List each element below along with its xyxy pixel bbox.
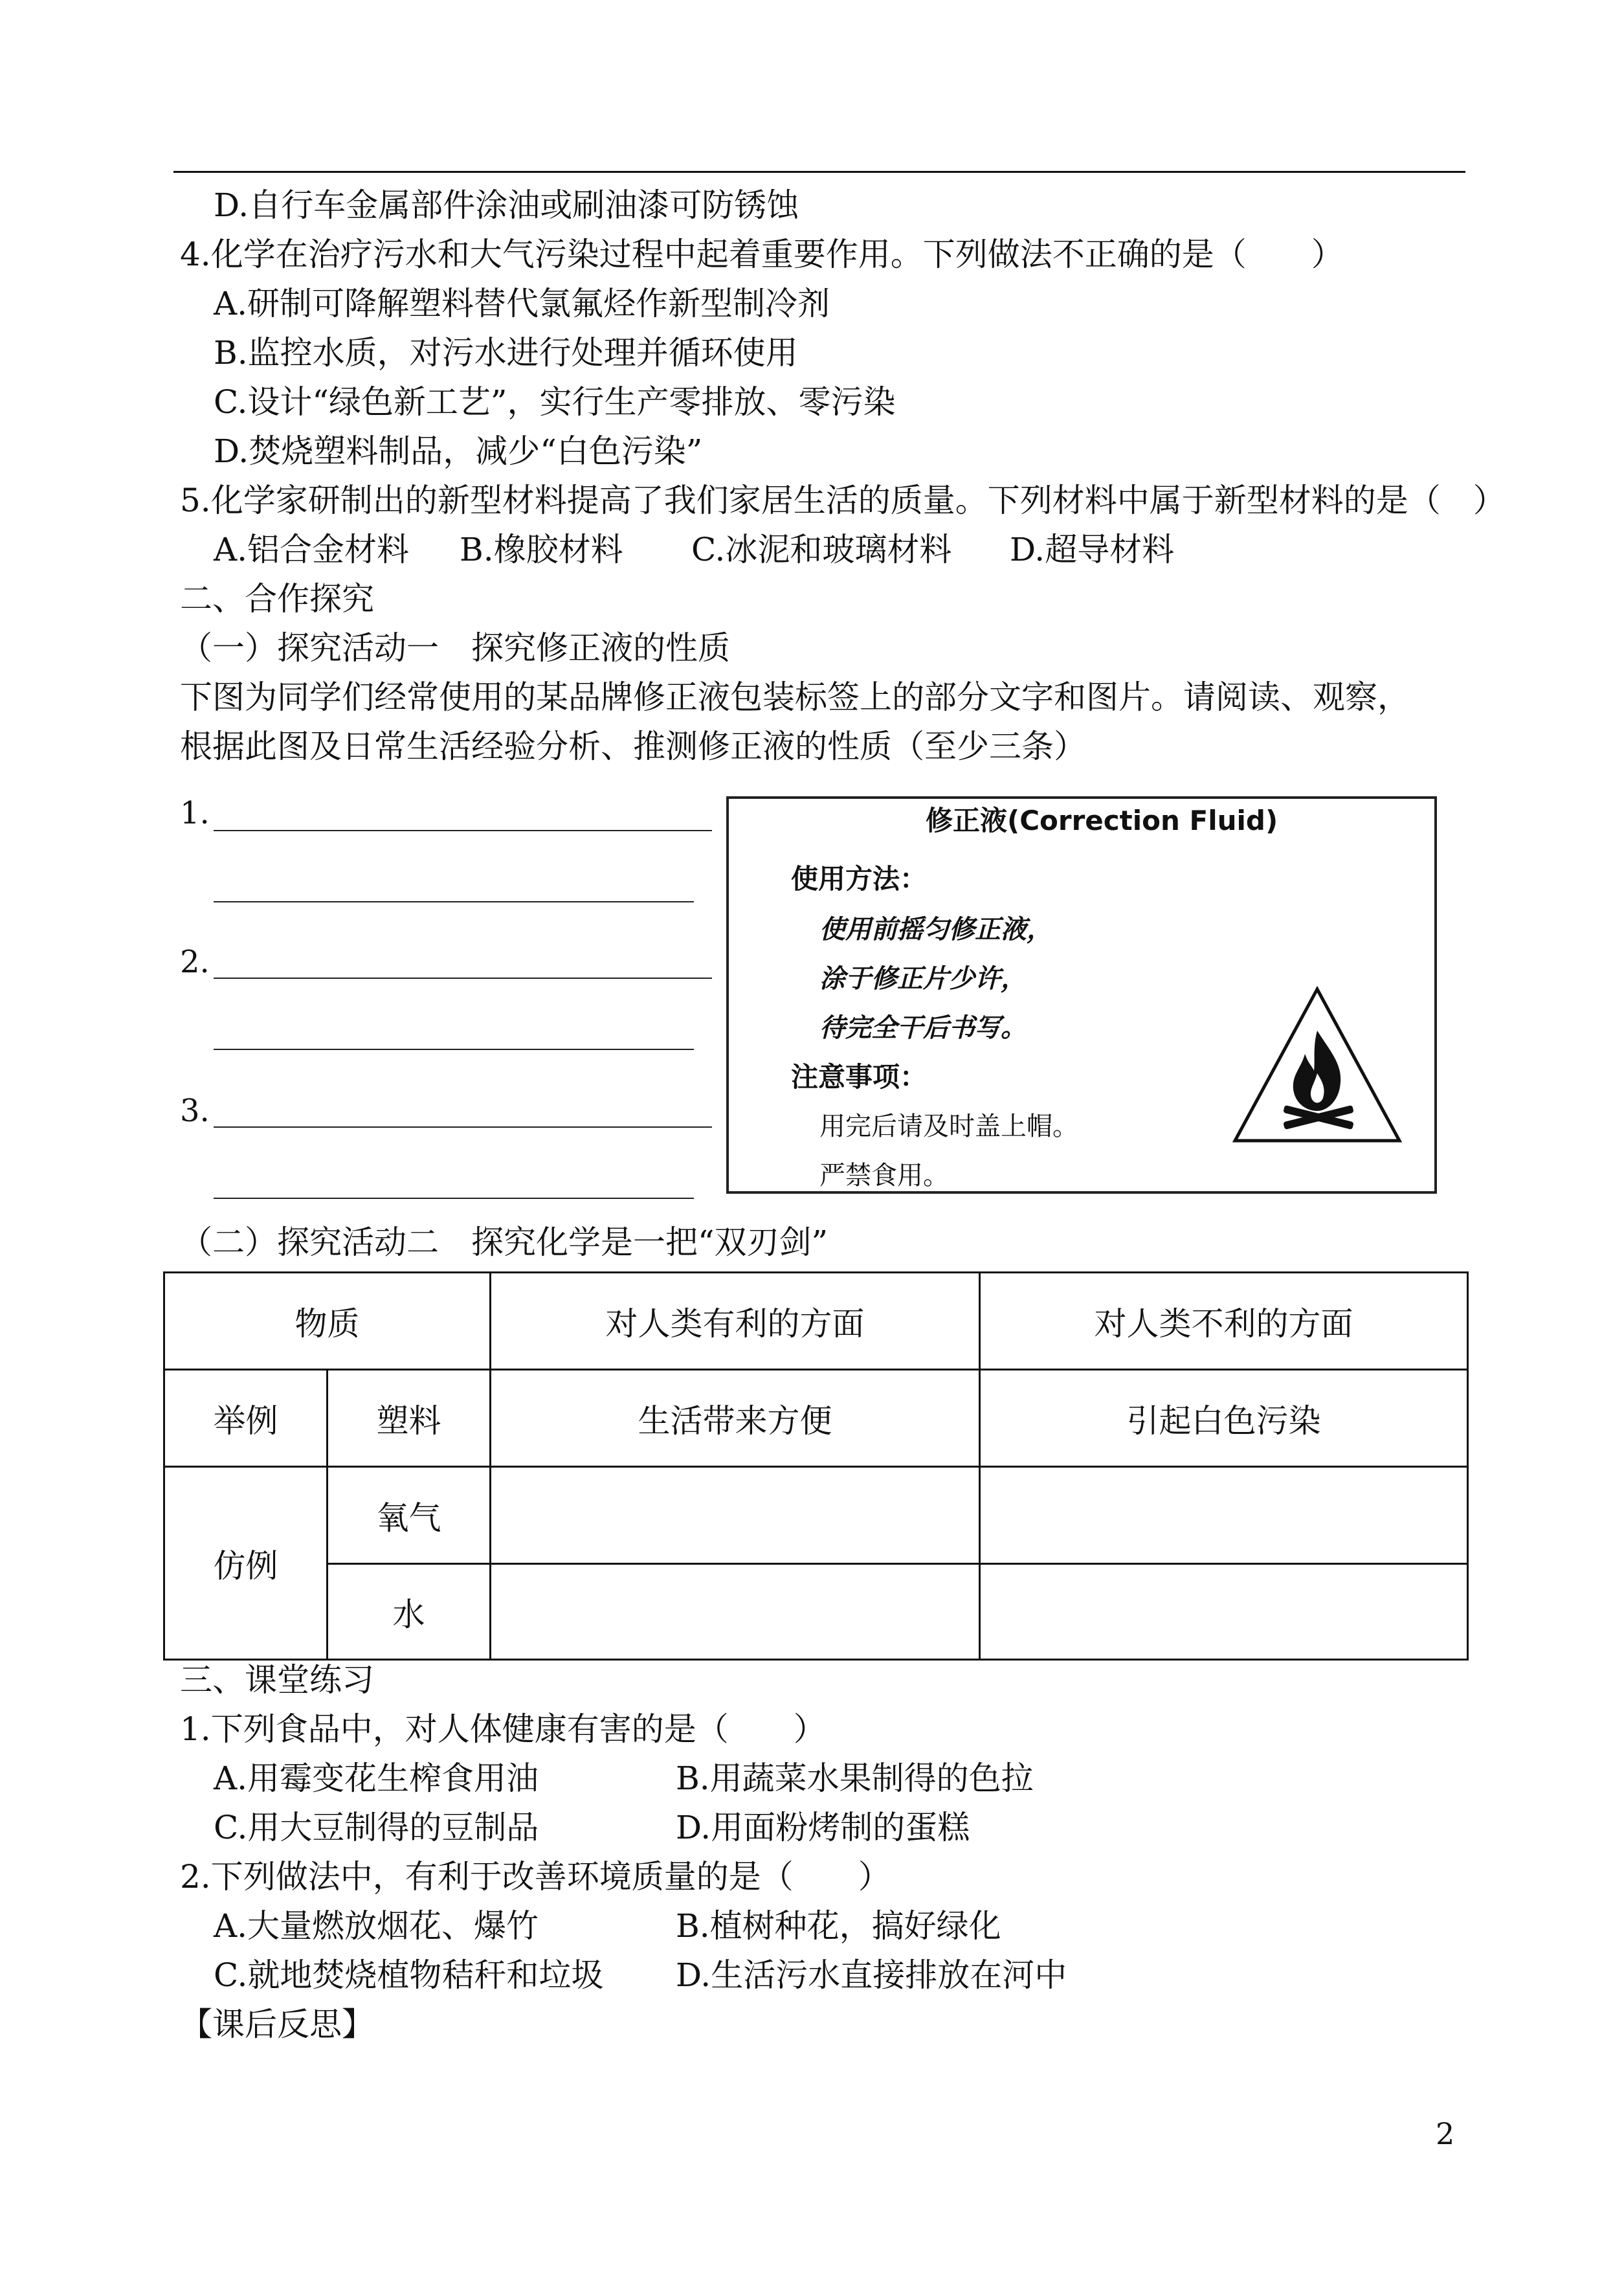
answer-number-3: 3.: [180, 1093, 210, 1129]
oxygen-harmful-cell[interactable]: [980, 1467, 1468, 1564]
practice-q2-option-b: B.植树种花，搞好绿化: [676, 1907, 1001, 1945]
answer-line-1b[interactable]: [214, 901, 694, 902]
label-usage-heading: 使用方法：: [791, 863, 928, 895]
example-substance: 塑料: [328, 1370, 491, 1467]
double-edged-sword-table: [163, 1271, 1469, 1661]
reflection-heading: 【课后反思】: [180, 2006, 374, 2043]
q4-option-a: A.研制可降解塑料替代氯氟烃作新型制冷剂: [214, 285, 830, 322]
practice-q2-option-d: D.生活污水直接排放在河中: [676, 1956, 1067, 1994]
example-beneficial: 生活带来方便: [491, 1370, 980, 1467]
q4-option-c: C.设计“绿色新工艺”，实行生产零排放、零污染: [214, 383, 896, 421]
label-notes-heading: 注意事项：: [791, 1061, 928, 1093]
table-row-water: [164, 1564, 1468, 1660]
answer-number-2: 2.: [180, 944, 210, 980]
label-notes-line-2: 严禁食用。: [819, 1161, 949, 1191]
practice-q1-option-a: A.用霉变花生榨食用油: [214, 1760, 539, 1797]
section3-heading: 三、课堂练习: [180, 1661, 374, 1699]
water-harmful-cell[interactable]: [980, 1564, 1468, 1660]
answer-line-3a[interactable]: [214, 1126, 712, 1128]
header-substance: 物质: [164, 1273, 491, 1370]
q4-stem: 4.化学在治疗污水和大气污染过程中起着重要作用。下列做法不正确的是（ ）: [180, 236, 1344, 273]
example-label: 举例: [164, 1370, 328, 1467]
label-usage-line-3: 待完全干后书写。: [819, 1013, 1027, 1043]
practice-q1-option-d: D.用面粉烤制的蛋糕: [676, 1809, 970, 1846]
answer-line-2b[interactable]: [214, 1049, 694, 1050]
flammable-warning-icon: [1230, 984, 1405, 1146]
practice-q1-option-c: C.用大豆制得的豆制品: [214, 1809, 539, 1846]
header-beneficial: 对人类有利的方面: [491, 1273, 980, 1370]
section2-heading: 二、合作探究: [180, 580, 374, 618]
imitation-label: 仿例: [164, 1467, 328, 1660]
header-rule: [173, 171, 1465, 173]
answer-number-1: 1.: [180, 795, 210, 831]
q4-option-d: D.焚烧塑料制品，减少“白色污染”: [214, 432, 703, 470]
practice-q2-option-c: C.就地焚烧植物秸秆和垃圾: [214, 1956, 604, 1994]
table-row-oxygen: [164, 1467, 1468, 1564]
q5-option-b: B.橡胶材料: [460, 531, 623, 568]
practice-q2-stem: 2.下列做法中，有利于改善环境质量的是（ ）: [180, 1858, 891, 1896]
label-usage-line-2: 涂于修正片少许，: [819, 964, 1027, 994]
header-harmful: 对人类不利的方面: [980, 1273, 1468, 1370]
answer-line-1a[interactable]: [214, 830, 712, 831]
activity1-heading: （一）探究活动一 探究修正液的性质: [180, 629, 730, 667]
answer-line-3b[interactable]: [214, 1198, 694, 1199]
imitation-substance-oxygen: 氧气: [328, 1467, 491, 1564]
table-header-row: [164, 1273, 1468, 1370]
example-harmful: 引起白色污染: [980, 1370, 1468, 1467]
activity1-intro-line1: 下图为同学们经常使用的某品牌修正液包装标签上的部分文字和图片。请阅读、观察，: [180, 678, 1410, 716]
q3-option-d: D.自行车金属部件涂油或刷油漆可防锈蚀: [214, 186, 799, 224]
imitation-substance-water: 水: [328, 1564, 491, 1660]
practice-q1-stem: 1.下列食品中，对人体健康有害的是（ ）: [180, 1710, 826, 1748]
q4-option-b: B.监控水质，对污水进行处理并循环使用: [214, 334, 798, 372]
q5-stem: 5.化学家研制出的新型材料提高了我们家居生活的质量。下列材料中属于新型材料的是（ ）: [180, 482, 1506, 519]
water-beneficial-cell[interactable]: [491, 1564, 980, 1660]
practice-q1-option-b: B.用蔬菜水果制得的色拉: [676, 1760, 1034, 1797]
label-title: 修正液(Correction Fluid): [926, 805, 1278, 836]
q5-option-c: C.冰泥和玻璃材料: [691, 531, 952, 568]
activity2-heading: （二）探究活动二 探究化学是一把“双刃剑”: [180, 1224, 829, 1261]
practice-q2-option-a: A.大量燃放烟花、爆竹: [214, 1907, 539, 1945]
page-number: 2: [1436, 2116, 1455, 2151]
answer-line-2a[interactable]: [214, 978, 712, 979]
q5-option-d: D.超导材料: [1010, 531, 1175, 568]
oxygen-beneficial-cell[interactable]: [491, 1467, 980, 1564]
label-usage-line-1: 使用前摇匀修正液，: [819, 915, 1052, 945]
activity1-intro-line2: 根据此图及日常生活经验分析、推测修正液的性质（至少三条）: [180, 728, 1086, 765]
q5-option-a: A.铝合金材料: [214, 531, 410, 568]
table-row-example: [164, 1370, 1468, 1467]
label-notes-line-1: 用完后请及时盖上帽。: [819, 1112, 1078, 1141]
